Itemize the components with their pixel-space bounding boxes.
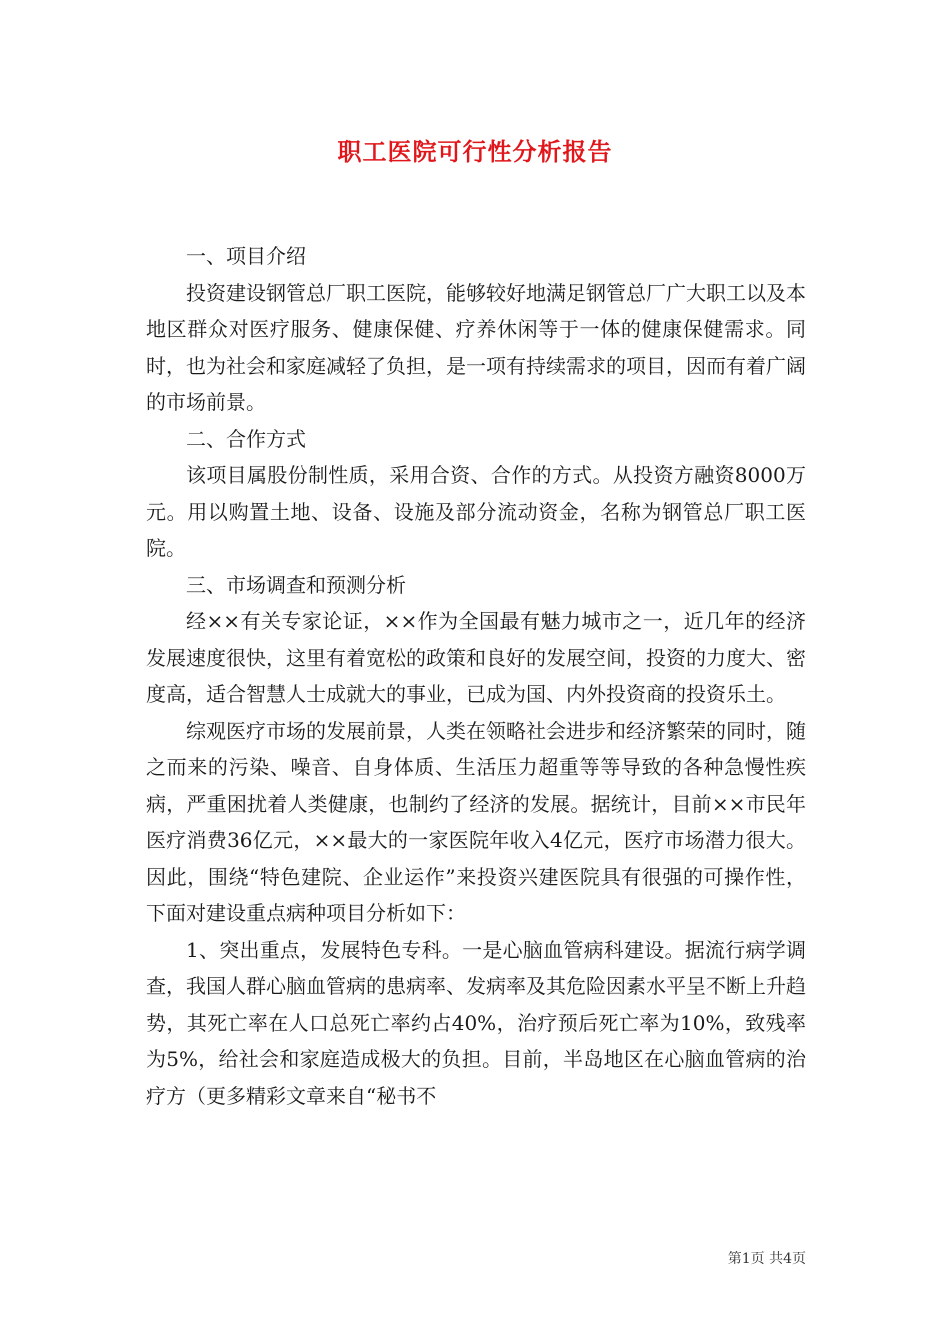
- paragraph-cooperation: 该项目属股份制性质，采用合资、合作的方式。从投资方融资8000万元。用以购置土地、设备、设施及部分流动资金，名称为钢管总厂职工医院。: [146, 463, 806, 560]
- paragraph-market-city: 经××有关专家论证，××作为全国最有魅力城市之一，近几年的经济发展速度很快，这里有着宽松的政策和良好的发展空间，投资的力度大、密度高，适合智慧人士成就大的事业，已成为国、内外投资商的投资乐土。: [146, 609, 806, 706]
- paragraph-key-specialty: 1、突出重点，发展特色专科。一是心脑血管病科建设。据流行病学调查，我国人群心脑血管病的患病率、发病率及其危险因素水平呈不断上升趋势，其死亡率在人口总死亡率约占40%，治疗预后死亡率为10%，致残率为5%，给社会和家庭造成极大的负担。目前，半岛地区在心脑血管病的治疗方（更多精彩文章来自“秘书不: [146, 937, 806, 1108]
- paragraph-market-medical: 综观医疗市场的发展前景，人类在领略社会进步和经济繁荣的同时，随之而来的污染、噪音、自身体质、生活压力超重等等导致的各种急慢性疾病，严重困扰着人类健康，也制约了经济的发展。据统计，目前××市民年医疗消费36亿元，××最大的一家医院年收入4亿元，医疗市场潜力很大。因此，围绕“特色建院、企业运作”来投资兴建医院具有很强的可操作性，下面对建设重点病种项目分析如下：: [146, 718, 806, 925]
- paragraph-project-intro: 投资建设钢管总厂职工医院，能够较好地满足钢管总厂广大职工以及本地区群众对医疗服务、健康保健、疗养休闲等于一体的健康保健需求。同时，也为社会和家庭减轻了负担，是一项有持续需求的项目，因而有着广阔的市场前景。: [146, 280, 806, 414]
- page-number: 第1页 共4页: [727, 1251, 806, 1267]
- document-title: 职工医院可行性分析报告: [337, 137, 613, 166]
- section-heading-cooperation: 二、合作方式: [186, 426, 306, 451]
- document-body: [146, 238, 806, 1114]
- section-heading-project-intro: 一、项目介绍: [186, 244, 306, 268]
- section-heading-market-analysis: 三、市场调查和预测分析: [186, 572, 406, 597]
